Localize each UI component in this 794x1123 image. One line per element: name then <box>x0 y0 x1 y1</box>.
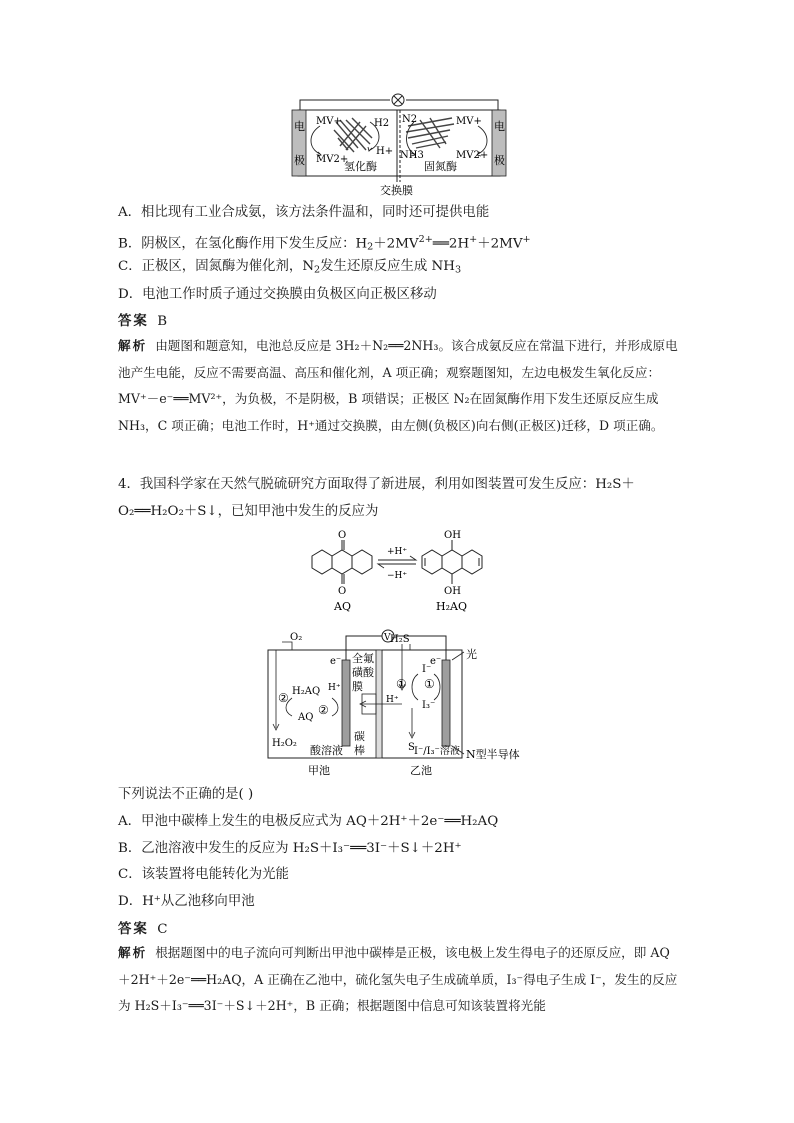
carbon-rod <box>342 660 350 746</box>
q3-option-a: A．相比现有工业合成氨，该方法条件温和，同时还可提供电能 <box>118 205 490 220</box>
h2-label: H2 <box>374 118 390 129</box>
q4-option-c: C．该装置将电能转化为光能 <box>118 867 289 882</box>
h2aq-label: H₂AQ <box>436 600 467 613</box>
membrane-label-1: 全氟 <box>352 652 374 665</box>
carbon-label-2: 棒 <box>354 744 365 757</box>
sulfur-label: S <box>408 742 415 753</box>
equilibrium-arrows <box>378 556 416 568</box>
mv-plus-right: MV+ <box>456 116 482 127</box>
q3-option-b: B．阴极区，在氢化酶作用下发生反应：$H_2+2MV^{2+}══2H^++2MV^+$ <box>118 234 531 253</box>
q4-question: 下列说法不正确的是( ) <box>118 787 254 802</box>
h2aq-oh-top: OH <box>444 530 461 541</box>
electron-left: e⁻ <box>330 656 342 667</box>
q4-stem-line1: 4．我国科学家在天然气脱硫研究方面取得了新进展，利用如图装置可发生反应：H₂S＋ <box>118 477 635 492</box>
q4-option-a: A．甲池中碳棒上发生的电极反应式为 AQ＋2H⁺＋2e⁻══H₂AQ <box>118 814 499 829</box>
aq-cell-label: AQ <box>298 712 314 723</box>
h2s-label: H₂S <box>390 634 410 645</box>
membrane-label-2: 磺酸 <box>352 666 374 679</box>
i-minus-label: I⁻ <box>422 664 432 675</box>
h2aq-cell-label: H₂AQ <box>292 686 321 697</box>
o2-label: O₂ <box>290 632 303 643</box>
hplus-mid-label: H⁺ <box>386 695 399 705</box>
step1-left: ① <box>396 677 407 691</box>
acid-label: 酸溶液 <box>310 744 343 757</box>
electron-right: e⁻ <box>430 656 442 667</box>
mv-plus-left: MV+ <box>316 116 342 127</box>
nitrogenase-label: 固氮酶 <box>424 160 457 173</box>
membrane-label: 交换膜 <box>380 184 413 197</box>
q4-option-b: B．乙池溶液中发生的反应为 H₂S＋I₃⁻══3I⁻＋S↓＋2H⁺ <box>118 841 462 856</box>
step2-left: ② <box>278 691 289 705</box>
aq-label: AQ <box>334 600 351 613</box>
n2-label: N2 <box>402 114 418 125</box>
aq-h2aq-equilibrium <box>292 520 502 616</box>
hplus-label: H+ <box>376 146 394 157</box>
aq-o-bottom: O <box>338 586 347 597</box>
step2-right: ② <box>318 703 329 717</box>
minus-h-label: −H⁺ <box>387 571 408 581</box>
right-electrode-label-1: 电 <box>494 120 505 133</box>
right-electrode-label-2: 极 <box>494 154 505 167</box>
q4-option-d: D．H⁺从乙池移向甲池 <box>118 894 255 909</box>
aq-molecule <box>312 540 372 584</box>
mv2-right: MV2+ <box>456 150 489 161</box>
pool-yi-label: 乙池 <box>410 764 432 777</box>
q3-answer: 答案 B <box>118 313 168 329</box>
hplus-cell-label: H⁺ <box>328 683 341 693</box>
hydrogenase-label: 氢化酶 <box>344 160 377 173</box>
semiconductor-label: N型半导体 <box>466 748 520 761</box>
q3-option-d: D．电池工作时质子通过交换膜由负极区向正极区移动 <box>118 287 437 302</box>
q4-analysis: 解析 根据题图中的电子流向可判断出甲池中碳棒是正极，该电极上发生得电子的还原反应，即 AQ＋2H⁺＋2e⁻══H₂AQ，A 正确在乙池中，硫化氢失电子生成硫单质，I₃⁻得电子生成 I⁻，发生的反应为 H₂S＋I₃⁻══3I⁻＋S↓＋2H⁺，B 正确；根据题图中信息可知该装置将光能 <box>118 945 678 1014</box>
mv2-left: MV2+ <box>316 154 349 165</box>
left-electrode-label-2: 极 <box>294 154 305 167</box>
solution-label: I⁻/I₃⁻溶液 <box>414 746 460 757</box>
q3-analysis: 解析 由题图和题意知，电池总反应是 3H₂＋N₂══2NH₃。该合成氨反应在常温下进行，并形成原电池产生电能，反应不需要高温、高压和催化剂，A 项正确；观察题图知，左边电极发生氧化反应：MV⁺－e⁻══MV²⁺，为负极，不是阴极，B 项错误；正极区 N₂在固氮酶作用下发生还原反应生成 NH₃，C 项正确；电池工作时，H⁺通过交换膜，由左侧(负极区)向右侧(正极区)迁移，D 项正确。 <box>118 338 678 433</box>
plus-h-label: +H⁺ <box>387 547 408 557</box>
h2aq-oh-bottom: OH <box>444 586 461 597</box>
q3-option-c: C．正极区，固氮酶为催化剂，$N_2$发生还原反应生成 $NH_3$ <box>118 259 462 276</box>
pool-jia-label: 甲池 <box>308 764 330 777</box>
aq-o-top: O <box>338 530 347 541</box>
carbon-label-1: 碳 <box>354 730 365 743</box>
light-label: 光 <box>466 648 477 661</box>
step1-right: ① <box>424 677 435 691</box>
desulfurization-device <box>262 628 534 778</box>
h2o2-label: H₂O₂ <box>272 738 297 749</box>
n-type-semiconductor <box>442 660 450 746</box>
membrane-label-3: 膜 <box>352 680 363 693</box>
fuel-cell-diagram <box>290 92 508 198</box>
nh3-label: NH3 <box>400 150 424 161</box>
h2aq-molecule <box>422 540 482 584</box>
q4-answer: 答案 C <box>118 921 168 937</box>
left-electrode-label-1: 电 <box>294 120 305 133</box>
i3-minus-label: I₃⁻ <box>422 700 436 711</box>
lamp-icon <box>392 94 404 106</box>
svg-text:V: V <box>384 633 391 643</box>
q4-stem-line2: O₂══H₂O₂＋S↓，已知甲池中发生的反应为 <box>118 504 379 519</box>
